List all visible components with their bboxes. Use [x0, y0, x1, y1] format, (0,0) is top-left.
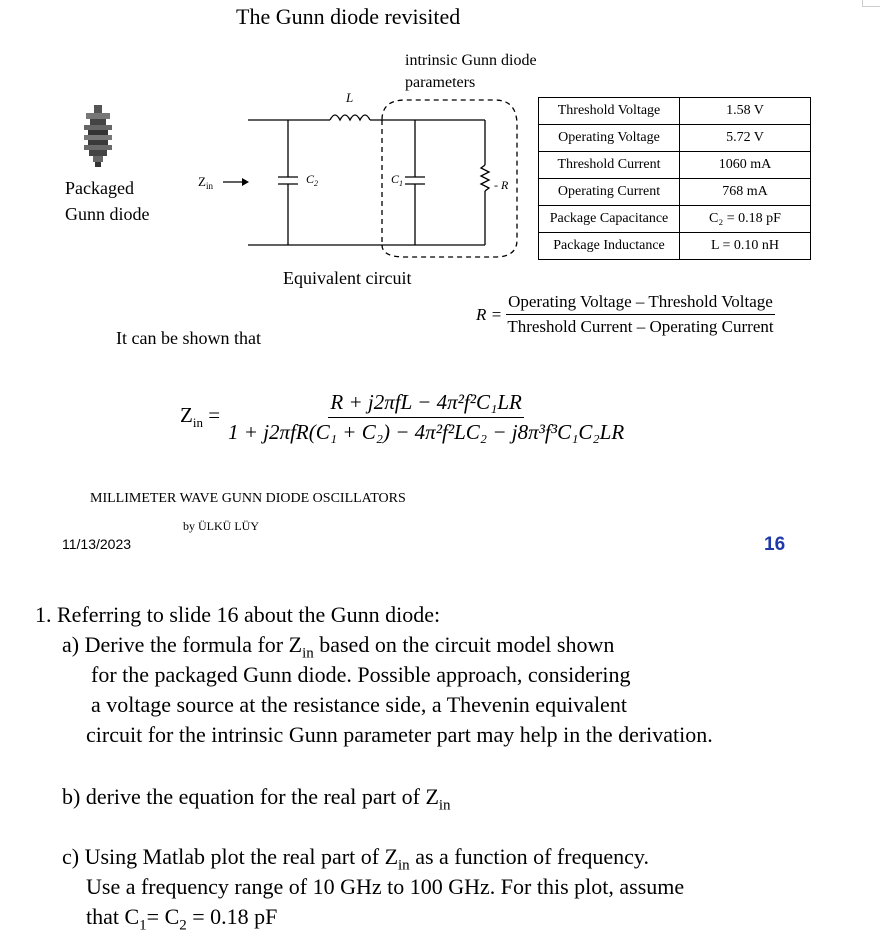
zin-formula [180, 390, 624, 445]
label-r: - R [494, 178, 509, 192]
question-a-line3: a voltage source at the resistance side, a Thevenin equivalent [91, 692, 627, 717]
question-c-line1: c) Using Matlab plot the real part of $Z_{in}$ as a function of frequency. [62, 844, 649, 874]
slide-title: The Gunn diode revisited [236, 4, 461, 29]
r-formula-lhs: R = [476, 304, 503, 324]
equivalent-circuit-caption: Equivalent circuit [283, 268, 412, 288]
footer-author: by ÜLKÜ LÜY [183, 519, 259, 533]
label-c2: $C_2$ [306, 172, 319, 188]
parameter-label: Operating Voltage [539, 125, 680, 152]
parameters-row [539, 152, 811, 179]
parameter-label: Threshold Voltage [539, 98, 680, 125]
parameter-value: C₂ = 0.18 pF [680, 206, 811, 233]
parameters-row [539, 233, 811, 260]
slide-date: 11/13/2023 [62, 536, 132, 552]
intrinsic-label-line1: intrinsic Gunn diode [405, 52, 537, 69]
parameter-value: 1060 mA [680, 152, 811, 179]
zin-arrow-head [242, 178, 249, 186]
footer-title: MILLIMETER WAVE GUNN DIODE OSCILLATORS [90, 491, 406, 506]
question-b: b) derive the equation for the real part of $Z_{in}$ [62, 784, 451, 814]
question-a-line1: a) Derive the formula for $Z_{in}$ based on the circuit model shown [62, 632, 615, 662]
packaged-line1: Packaged [65, 178, 134, 198]
parameters-table [538, 97, 811, 260]
resistor-R [481, 165, 489, 191]
label-c1: $C_1$ [391, 172, 404, 188]
parameter-label: Threshold Current [539, 152, 680, 179]
parameters-row [539, 125, 811, 152]
packaged-gunn-diode-label [65, 175, 150, 227]
zin-formula-lhs: $Z_{in}$ = [180, 403, 221, 431]
question-c-line3: that $C_1= C_2 = 0.18$ pF [86, 904, 278, 934]
question-c-line2: Use a frequency range of 10 GHz to 100 GHz. For this plot, assume [86, 874, 685, 899]
r-formula [476, 292, 775, 337]
equivalent-circuit-diagram [190, 85, 530, 270]
question-a-line4: circuit for the intrinsic Gunn parameter part may help in the derivation. [86, 722, 713, 747]
zin-formula-numerator: R + j2πfL − 4π²f²C₁LR [328, 390, 523, 418]
gunn-diode-package-icon [80, 105, 116, 167]
label-zin: $Z_{in}$ [198, 174, 213, 191]
r-formula-numerator: Operating Voltage – Threshold Voltage [506, 292, 775, 315]
parameters-row [539, 98, 811, 125]
label-L: L [346, 90, 354, 105]
slide-number: 16 [764, 534, 786, 555]
parameters-row [539, 179, 811, 206]
parameter-value: 5.72 V [680, 125, 811, 152]
r-formula-denominator: Threshold Current – Operating Current [507, 317, 774, 336]
parameter-label: Operating Current [539, 179, 680, 206]
parameter-value: 1.58 V [680, 98, 811, 125]
question-1-intro: 1. Referring to slide 16 about the Gunn diode: [35, 602, 441, 627]
parameters-row [539, 206, 811, 233]
corner-mark [862, 0, 880, 7]
r-formula-fraction [506, 292, 775, 337]
parameter-label: Package Capacitance [539, 206, 680, 233]
it-can-be-shown-text: It can be shown that [116, 328, 261, 348]
parameter-value: L = 0.10 nH [680, 233, 811, 260]
inductor-L [330, 115, 370, 120]
zin-formula-denominator: 1 + j2πfR(C₁ + C₂) − 4π²f²LC₂ − j8π³f³C₁C₂LR [228, 420, 625, 444]
question-a-line2: for the packaged Gunn diode. Possible approach, considering [91, 662, 631, 687]
parameter-value: 768 mA [680, 179, 811, 206]
packaged-line2: Gunn diode [65, 204, 150, 224]
parameter-label: Package Inductance [539, 233, 680, 260]
intrinsic-label-line2: parameters [405, 74, 476, 91]
zin-formula-fraction [228, 390, 624, 445]
